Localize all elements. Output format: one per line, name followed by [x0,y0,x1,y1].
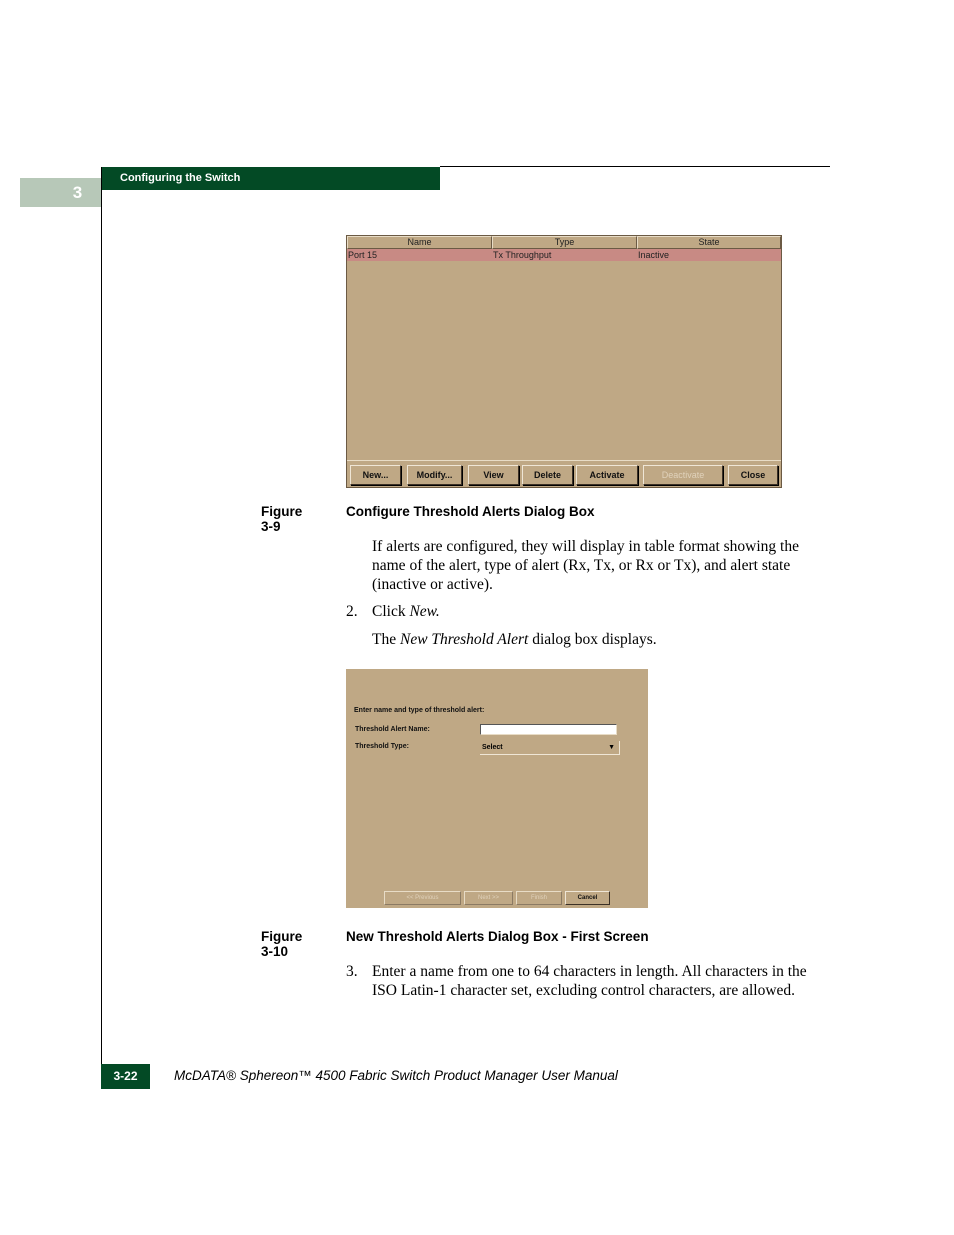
paragraph [372,630,657,649]
column-header-name[interactable]: Name [347,236,492,249]
threshold-type-label: Threshold Type: [355,743,409,750]
column-header-state[interactable]: State [637,236,781,249]
delete-button[interactable]: Delete [522,465,573,485]
cell-type: Tx Throughput [493,250,552,260]
threshold-type-value: Select [482,744,503,751]
deactivate-button[interactable]: Deactivate [643,465,723,485]
chevron-down-icon[interactable]: ▼ [608,744,615,751]
caption-number: Figure 3-10 [261,929,303,959]
cell-name: Port 15 [348,250,378,260]
view-button[interactable]: View [468,465,519,485]
threshold-alert-name-label: Threshold Alert Name: [355,726,430,733]
page-number: 3-22 [101,1064,150,1089]
threshold-alert-name-input[interactable] [480,724,617,735]
step-number: 2. [346,603,358,620]
left-margin-rule [101,167,102,1089]
step-text: Enter a name from one to 64 characters in length. All characters in the ISO Latin-1 character set, excluding control characters, are allowed. [372,963,807,999]
cell-state: Inactive [638,250,670,260]
step-number: 3. [346,963,358,980]
threshold-type-select[interactable] [480,741,620,755]
para-emphasis: New Threshold Alert [399,631,529,648]
new-button[interactable]: New... [350,465,401,485]
activate-button[interactable]: Activate [576,465,638,485]
step-text [372,602,440,621]
column-header-type[interactable]: Type [492,236,637,249]
close-button[interactable]: Close [728,465,778,485]
caption-number: Figure 3-9 [261,504,303,534]
caption-title: New Threshold Alerts Dialog Box - First Screen [346,929,649,944]
section-header: Configuring the Switch [101,167,440,190]
finish-button[interactable]: Finish [516,891,562,905]
button-bar [347,460,781,488]
footer-title: McDATA® Sphereon™ 4500 Fabric Switch Product Manager User Manual [174,1068,618,1083]
cancel-button[interactable]: Cancel [565,891,610,905]
para-lead: The [372,631,400,648]
step-text-emphasis: New. [409,603,440,620]
paragraph: If alerts are configured, they will display in table format showing the name of the alert, type of alert (Rx, Tx, or Rx or Tx), and alert state (inactive or active). [372,538,799,593]
configure-threshold-alerts-dialog [346,235,782,488]
table-row[interactable] [347,249,781,261]
header-rule [440,166,830,167]
chapter-tab: 3 [20,178,101,207]
previous-button[interactable]: << Previous [384,891,461,905]
step-text-lead: Click [372,603,410,620]
modify-button[interactable]: Modify... [407,465,462,485]
para-tail: dialog box displays. [528,631,657,648]
new-threshold-alert-dialog [346,669,648,908]
dialog-heading: Enter name and type of threshold alert: [354,707,485,714]
caption-title: Configure Threshold Alerts Dialog Box [346,504,595,519]
next-button[interactable]: Next >> [464,891,513,905]
